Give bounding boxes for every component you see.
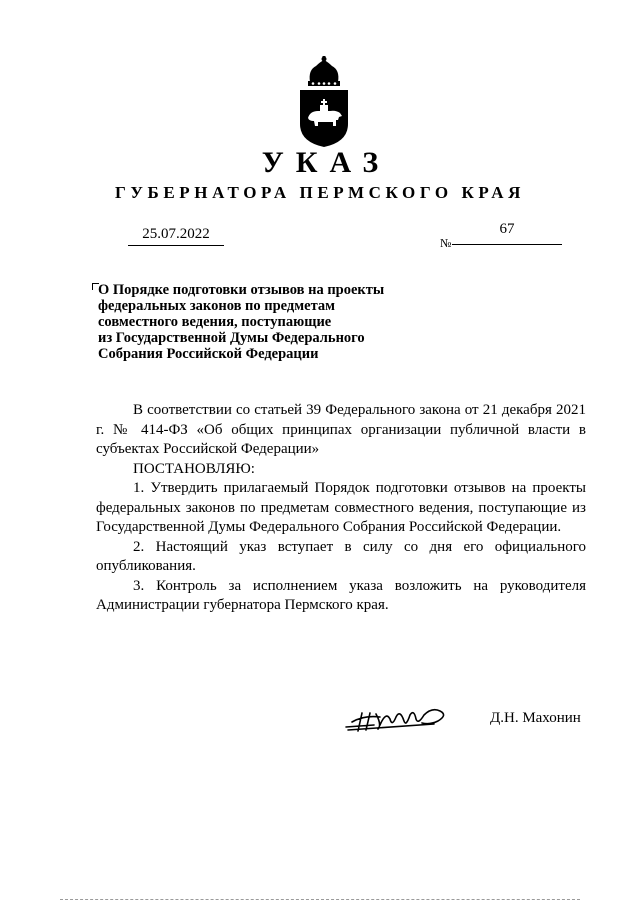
signer-name: Д.Н. Махонин (490, 710, 581, 726)
decree-number: 67 (452, 221, 562, 245)
page-bottom-rule (60, 899, 580, 900)
decree-word: ПОСТАНОВЛЯЮ: (133, 460, 255, 477)
clause-2-paragraph: 2. Настоящий указ вступает в силу со дня его официального опубликования. (96, 538, 586, 574)
heading-line: совместного ведения, поступающие (98, 314, 332, 330)
clause-3-paragraph: 3. Контроль за исполнением указа возложить на руководителя Администрации губернатора Пермского края. (96, 577, 586, 613)
perm-krai-coat-of-arms-icon (296, 56, 352, 148)
heading-line: Собрания Российской Федерации (98, 346, 319, 362)
document-subtitle: ГУБЕРНАТОРА ПЕРМСКОГО КРАЯ (115, 183, 525, 202)
decree-body (96, 401, 586, 616)
heading-line: О Порядке подготовки отзывов на проекты (98, 282, 385, 298)
decree-date: 25.07.2022 (128, 226, 224, 246)
document-title: УКАЗ (261, 146, 391, 179)
decree-number-label: № (440, 236, 452, 250)
handwritten-signature (344, 705, 456, 733)
decree-heading (98, 282, 428, 362)
heading-line: федеральных законов по предметам (98, 298, 335, 314)
preamble-paragraph: В соответствии со статьей 39 Федерального закона от 21 декабря 2021 г. № 414-ФЗ «Об общих принципах организации публичной власти в субъектах Российской Федерации» (96, 402, 586, 457)
clause-1-paragraph: 1. Утвердить прилагаемый Порядок подготовки отзывов на проекты федеральных законов по предметам совместного ведения, поступающие из Государственной Думы Федерального Собрания Российской Федерации. (96, 480, 586, 535)
heading-line: из Государственной Думы Федерального (98, 330, 365, 346)
